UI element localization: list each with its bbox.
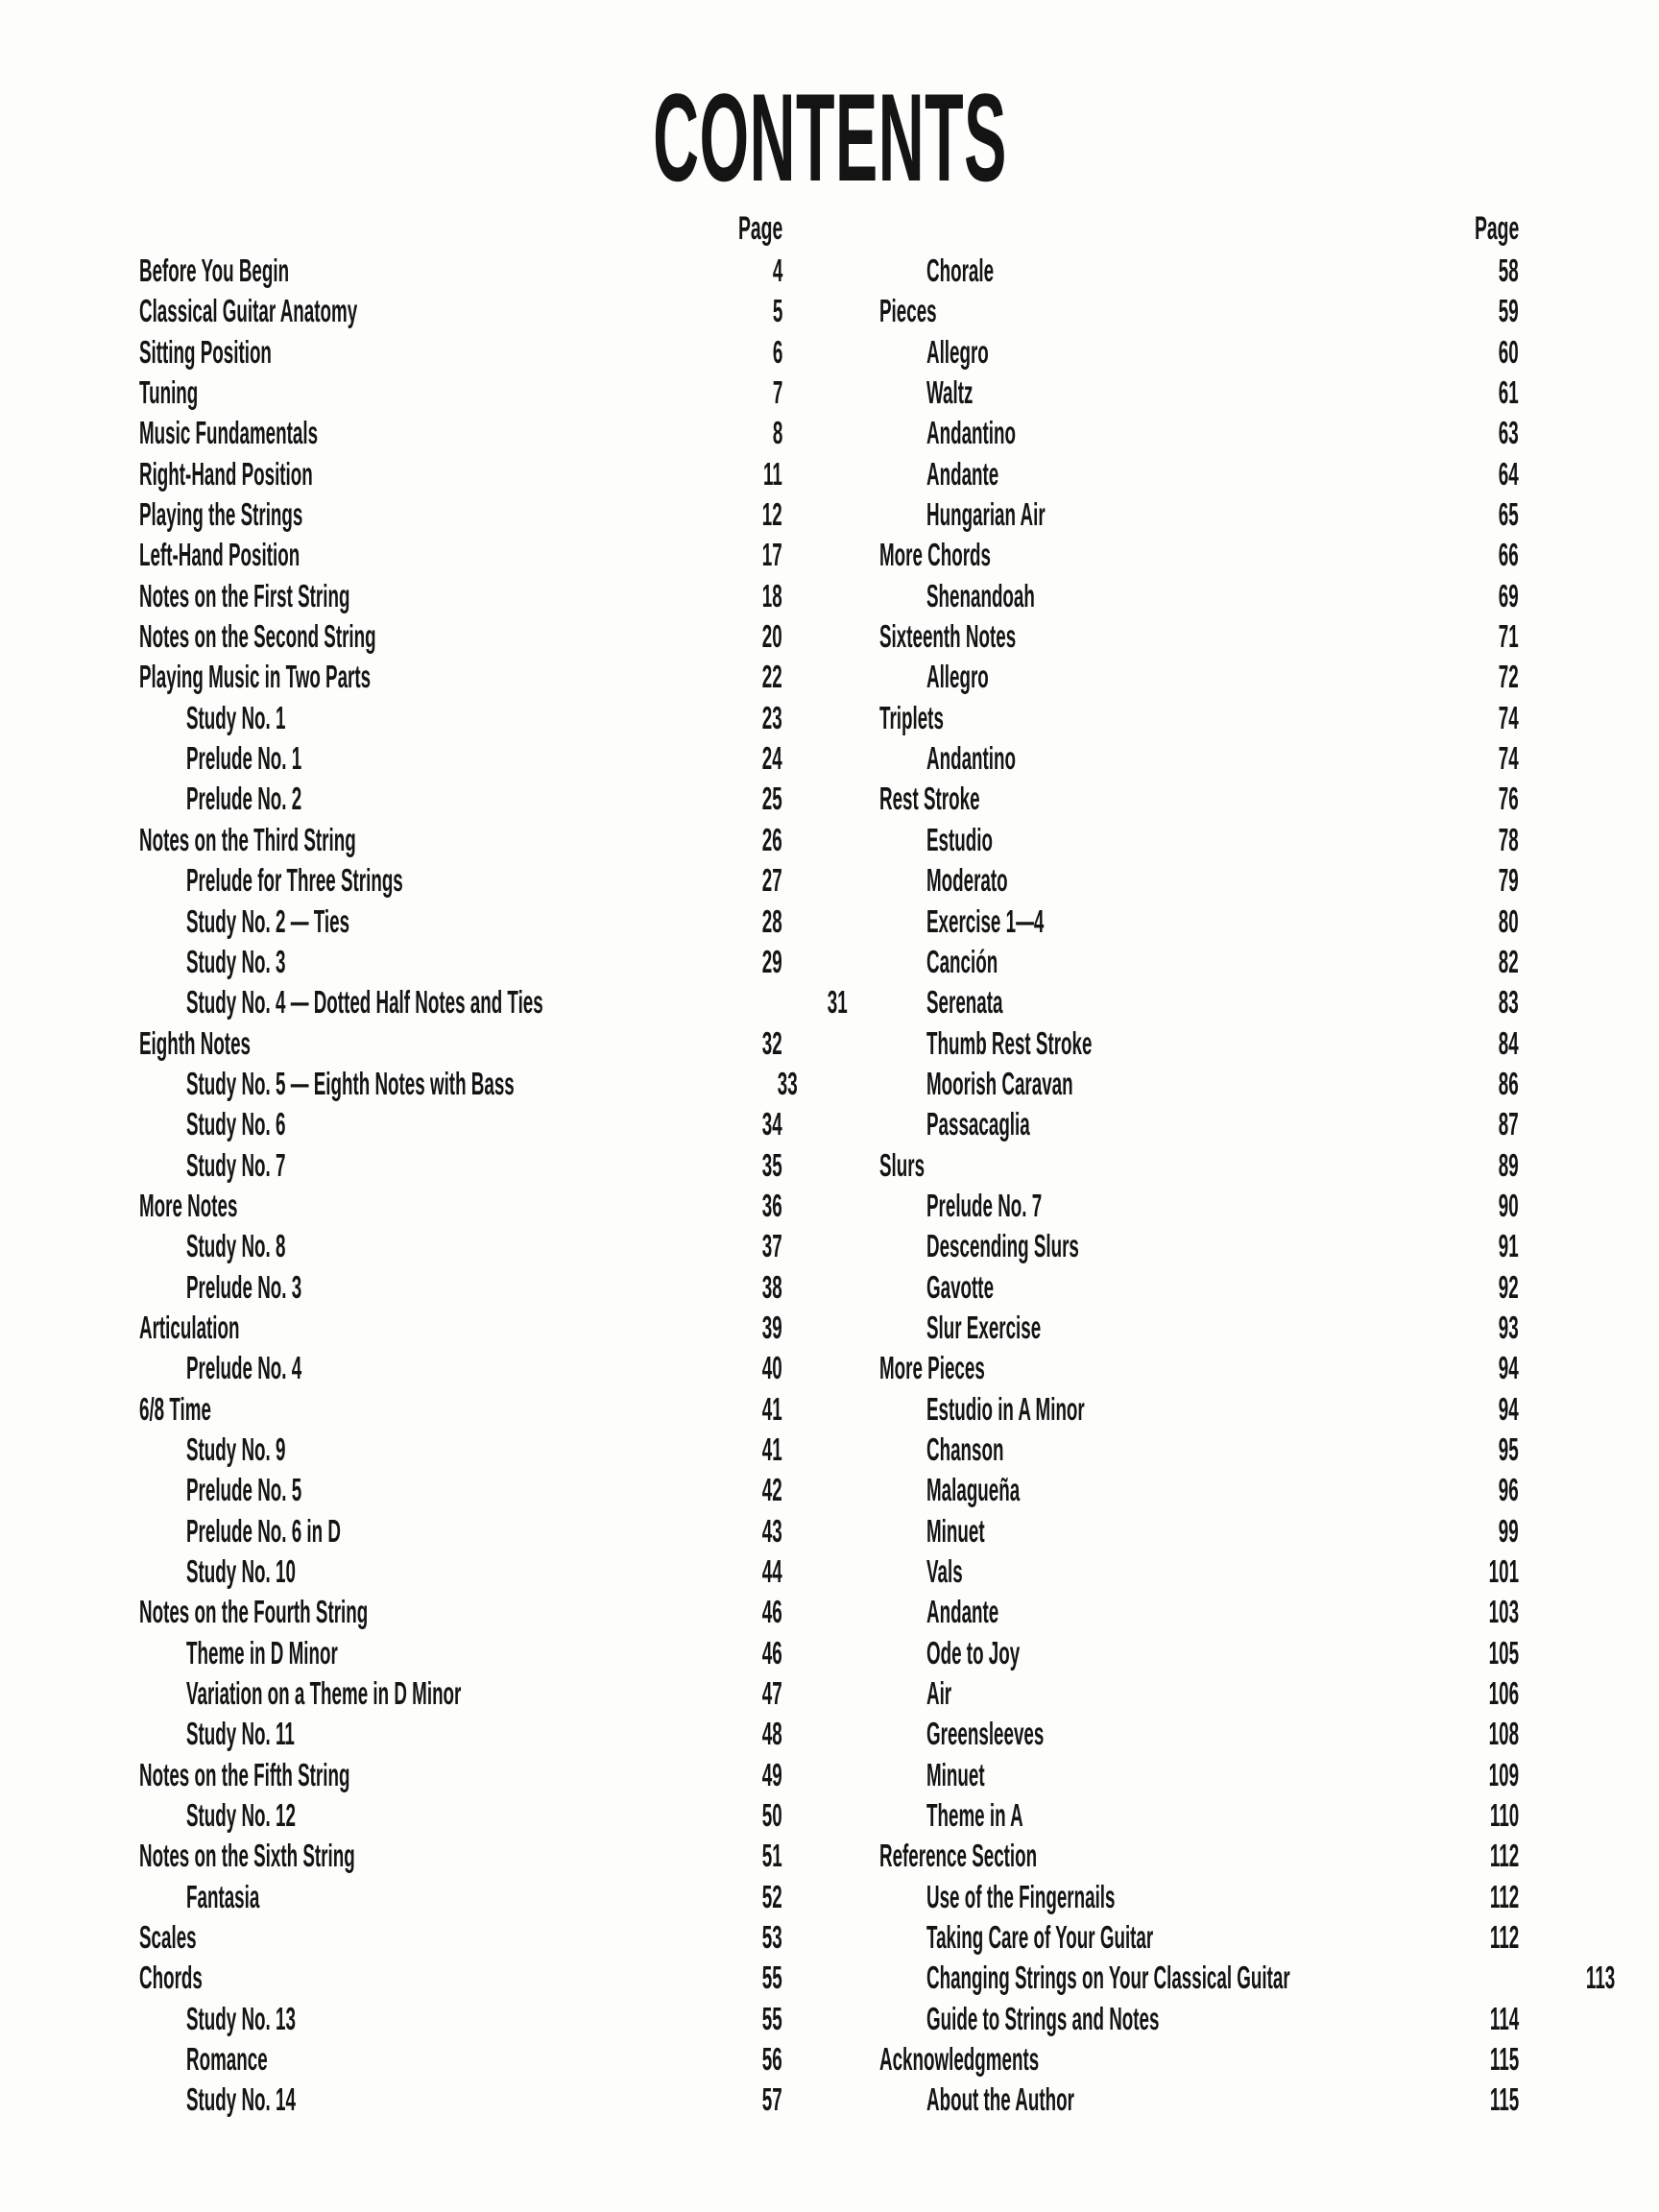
toc-row (879, 1023, 1519, 1064)
toc-entry-page: 23 (762, 699, 782, 735)
toc-entry-label: Study No. 6 (186, 1106, 286, 1142)
toc-entry-label: Prelude No. 4 (186, 1350, 302, 1386)
toc-entry-page: 94 (1499, 1390, 1519, 1427)
toc-entry-label: Study No. 3 (186, 943, 286, 979)
toc-row (139, 860, 782, 901)
toc-entry-page: 96 (1499, 1472, 1519, 1508)
toc-entry-page: 17 (762, 537, 782, 573)
toc-entry-label: Study No. 2 — Ties (186, 902, 350, 939)
toc-row (139, 657, 782, 697)
toc-entry-label: Shenandoah (926, 577, 1035, 613)
toc-entry-label: Study No. 1 (186, 699, 286, 735)
toc-row (879, 1795, 1519, 1836)
toc-entry-label: Moorish Caravan (926, 1065, 1073, 1101)
toc-row (139, 291, 782, 331)
toc-entry-page: 38 (762, 1268, 782, 1305)
toc-entry-page: 31 (827, 984, 848, 1021)
toc-entry-label: Acknowledgments (879, 2041, 1040, 2078)
page-column-header-left: Page (737, 210, 782, 247)
toc-row (139, 902, 782, 942)
toc-entry-label: Slurs (879, 1146, 926, 1183)
toc-row (139, 413, 782, 453)
toc-entry-page: 103 (1488, 1594, 1519, 1630)
toc-entry-page: 29 (762, 943, 782, 979)
toc-entry-page: 28 (762, 902, 782, 939)
toc-entry-page: 24 (762, 740, 782, 777)
toc-row (879, 779, 1519, 819)
toc-entry-page: 79 (1499, 862, 1519, 899)
toc-entry-label: Minuet (926, 1756, 985, 1792)
toc-entry-page: 78 (1499, 821, 1519, 857)
toc-entry-page: 83 (1499, 984, 1519, 1021)
toc-entry-label: Greensleeves (926, 1716, 1045, 1752)
toc-row (879, 982, 1519, 1022)
toc-entry-page: 105 (1488, 1634, 1519, 1671)
toc-entry-page: 112 (1489, 1878, 1519, 1914)
toc-entry-page: 47 (762, 1675, 782, 1712)
toc-entry-label: Serenata (926, 984, 1003, 1021)
toc-entry-label: Study No. 13 (186, 2000, 296, 2036)
toc-entry-page: 11 (763, 455, 782, 492)
toc-entry-label: 6/8 Time (139, 1390, 211, 1427)
toc-entry-page: 64 (1499, 455, 1519, 492)
toc-entry-label: About the Author (926, 2081, 1074, 2118)
toc-row (879, 576, 1519, 616)
toc-entry-page: 90 (1499, 1187, 1519, 1223)
toc-entry-label: Romance (186, 2041, 268, 2078)
toc-entry-page: 91 (1499, 1228, 1519, 1264)
toc-entry-label: Andantino (926, 415, 1016, 451)
toc-entry-page: 55 (762, 2000, 782, 2036)
toc-entry-page: 109 (1488, 1756, 1519, 1792)
toc-entry-page: 40 (762, 1350, 782, 1386)
toc-entry-page: 82 (1499, 943, 1519, 979)
toc-entry-page: 46 (762, 1634, 782, 1671)
toc-entry-label: Minuet (926, 1512, 985, 1549)
toc-entry-label: Notes on the Second String (139, 618, 376, 655)
toc-entry-label: Notes on the Fifth String (139, 1756, 350, 1792)
toc-entry-page: 36 (762, 1187, 782, 1223)
toc-entry-label: Rest Stroke (879, 781, 980, 817)
toc-entry-label: Theme in D Minor (186, 1634, 338, 1671)
toc-entry-page: 112 (1489, 1838, 1519, 1874)
toc-entry-page: 69 (1499, 577, 1519, 613)
toc-row (139, 1551, 782, 1592)
toc-entry-label: Waltz (926, 374, 974, 411)
toc-row (879, 698, 1519, 738)
toc-row (139, 1633, 782, 1673)
toc-entry-page: 71 (1499, 618, 1519, 655)
toc-row (139, 2080, 782, 2120)
toc-row (879, 1633, 1519, 1673)
toc-entry-label: Allegro (926, 333, 989, 370)
toc-entry-label: Fantasia (186, 1878, 260, 1914)
toc-row (139, 2039, 782, 2080)
toc-entry-label: Notes on the Third String (139, 821, 356, 857)
toc-column-right (879, 251, 1616, 2121)
toc-row (139, 1104, 782, 1144)
toc-entry-label: Ode to Joy (926, 1634, 1021, 1671)
toc-row (139, 535, 782, 575)
toc-entry-label: Chanson (926, 1431, 1004, 1467)
toc-row (879, 494, 1519, 535)
toc-row (139, 1470, 782, 1510)
toc-entry-label: Prelude No. 2 (186, 781, 302, 817)
toc-entry-page: 55 (762, 1960, 782, 1996)
toc-row (139, 698, 782, 738)
toc-row (139, 1511, 782, 1551)
toc-row (879, 1470, 1519, 1510)
toc-row (139, 1795, 782, 1836)
toc-entry-page: 20 (762, 618, 782, 655)
toc-entry-page: 74 (1499, 740, 1519, 777)
toc-entry-label: Estudio in A Minor (926, 1390, 1085, 1427)
toc-row (139, 1430, 782, 1470)
toc-entry-label: Thumb Rest Stroke (926, 1024, 1093, 1061)
toc-entry-label: Playing the Strings (139, 496, 303, 533)
toc-entry-page: 33 (777, 1065, 798, 1101)
toc-row (879, 1511, 1519, 1551)
toc-entry-label: Study No. 12 (186, 1797, 296, 1834)
toc-entry-page: 108 (1488, 1716, 1519, 1752)
toc-entry-page: 76 (1499, 781, 1519, 817)
toc-entry-page: 22 (762, 659, 782, 695)
toc-entry-page: 58 (1499, 252, 1519, 288)
toc-entry-label: Triplets (879, 699, 944, 735)
toc-entry-page: 101 (1488, 1553, 1519, 1589)
toc-row (879, 251, 1519, 291)
toc-row (879, 860, 1519, 901)
toc-row (879, 454, 1519, 494)
toc-entry-label: Study No. 5 — Eighth Notes with Bass (186, 1065, 515, 1101)
toc-row (879, 2080, 1519, 2120)
toc-entry-page: 89 (1499, 1146, 1519, 1183)
toc-entry-page: 72 (1499, 659, 1519, 695)
toc-entry-page: 41 (762, 1431, 782, 1467)
toc-row (879, 1958, 1616, 1998)
toc-entry-page: 53 (762, 1919, 782, 1956)
toc-row (139, 1917, 782, 1958)
toc-entry-label: Variation on a Theme in D Minor (186, 1675, 462, 1712)
toc-row (879, 2039, 1519, 2080)
toc-entry-page: 63 (1499, 415, 1519, 451)
toc-entry-page: 115 (1489, 2041, 1519, 2078)
toc-entry-label: Chorale (926, 252, 995, 288)
toc-row (879, 616, 1519, 657)
toc-entry-label: Hungarian Air (926, 496, 1046, 533)
toc-entry-page: 74 (1499, 699, 1519, 735)
toc-entry-label: Left-Hand Position (139, 537, 301, 573)
toc-entry-label: Sitting Position (139, 333, 272, 370)
toc-row (879, 413, 1519, 453)
toc-entry-page: 26 (762, 821, 782, 857)
toc-entry-label: Right-Hand Position (139, 455, 313, 492)
toc-entry-label: Theme in A (926, 1797, 1023, 1834)
toc-entry-label: Descending Slurs (926, 1228, 1079, 1264)
toc-entry-page: 44 (762, 1553, 782, 1589)
toc-row (139, 1064, 798, 1104)
toc-row (879, 1267, 1519, 1308)
toc-entry-label: Exercise 1—4 (926, 902, 1045, 939)
toc-entry-page: 27 (762, 862, 782, 899)
toc-entry-page: 61 (1499, 374, 1519, 411)
toc-row (139, 494, 782, 535)
toc-row (879, 902, 1519, 942)
toc-entry-page: 84 (1499, 1024, 1519, 1061)
toc-entry-label: Prelude No. 6 in D (186, 1512, 341, 1549)
toc-row (139, 1226, 782, 1266)
toc-row (139, 251, 782, 291)
toc-row (879, 1186, 1519, 1226)
toc-row (879, 1877, 1519, 1917)
toc-entry-page: 99 (1499, 1512, 1519, 1549)
toc-row (879, 1389, 1519, 1430)
toc-row (879, 942, 1519, 982)
toc-entry-label: Articulation (139, 1309, 240, 1345)
toc-entry-page: 48 (762, 1716, 782, 1752)
toc-entry-page: 43 (762, 1512, 782, 1549)
toc-row (139, 1145, 782, 1186)
toc-row (879, 291, 1519, 331)
toc-entry-label: Study No. 10 (186, 1553, 296, 1589)
toc-entry-label: Pieces (879, 293, 937, 329)
toc-row (879, 1308, 1519, 1348)
toc-entry-label: Slur Exercise (926, 1309, 1042, 1345)
toc-row (879, 1145, 1519, 1186)
toc-entry-page: 95 (1499, 1431, 1519, 1467)
page-column-header-right: Page (1474, 210, 1519, 247)
toc-row (139, 1999, 782, 2039)
toc-entry-page: 5 (772, 293, 782, 329)
toc-entry-label: Scales (139, 1919, 197, 1956)
toc-entry-label: Study No. 4 — Dotted Half Notes and Ties (186, 984, 543, 1021)
toc-row (879, 1348, 1519, 1388)
toc-entry-label: Classical Guitar Anatomy (139, 293, 358, 329)
toc-entry-label: Study No. 8 (186, 1228, 286, 1264)
toc-row (139, 1958, 782, 1998)
toc-entry-page: 35 (762, 1146, 782, 1183)
toc-entry-label: More Notes (139, 1187, 238, 1223)
toc-row (879, 1430, 1519, 1470)
toc-row (139, 1308, 782, 1348)
toc-entry-page: 18 (762, 577, 782, 613)
toc-row (879, 373, 1519, 413)
toc-row (879, 1836, 1519, 1876)
toc-row (879, 657, 1519, 697)
toc-entry-page: 34 (762, 1106, 782, 1142)
toc-column-left (139, 251, 848, 2121)
toc-entry-label: Gavotte (926, 1268, 995, 1305)
toc-entry-page: 50 (762, 1797, 782, 1834)
toc-entry-label: Prelude No. 7 (926, 1187, 1043, 1223)
toc-entry-label: Prelude for Three Strings (186, 862, 403, 899)
toc-entry-label: Changing Strings on Your Classical Guitar (926, 1960, 1290, 1996)
toc-entry-label: Guide to Strings and Notes (926, 2000, 1160, 2036)
toc-row (139, 1877, 782, 1917)
toc-entry-page: 46 (762, 1594, 782, 1630)
toc-row (879, 1064, 1519, 1104)
toc-row (139, 616, 782, 657)
toc-entry-label: Notes on the First String (139, 577, 350, 613)
toc-entry-page: 66 (1499, 537, 1519, 573)
toc-row (879, 1714, 1519, 1754)
toc-entry-label: Study No. 11 (186, 1716, 295, 1752)
toc-row (879, 1592, 1519, 1632)
toc-entry-label: Notes on the Fourth String (139, 1594, 369, 1630)
toc-entry-label: Prelude No. 3 (186, 1268, 302, 1305)
toc-entry-page: 114 (1489, 2000, 1519, 2036)
toc-entry-page: 25 (762, 781, 782, 817)
toc-entry-label: Sixteenth Notes (879, 618, 1017, 655)
toc-row (139, 779, 782, 819)
toc-entry-page: 94 (1499, 1350, 1519, 1386)
toc-entry-page: 52 (762, 1878, 782, 1914)
toc-entry-page: 113 (1586, 1960, 1616, 1996)
toc-entry-label: Use of the Fingernails (926, 1878, 1116, 1914)
toc-entry-page: 49 (762, 1756, 782, 1792)
toc-row (879, 820, 1519, 860)
toc-row (139, 1592, 782, 1632)
toc-row (139, 1714, 782, 1754)
page-title-text: CONTENTS (652, 67, 1007, 207)
toc-row (139, 942, 782, 982)
toc-entry-page: 87 (1499, 1106, 1519, 1142)
toc-entry-page: 37 (762, 1228, 782, 1264)
toc-row (139, 1348, 782, 1388)
toc-entry-page: 51 (762, 1838, 782, 1874)
toc-row (139, 1836, 782, 1876)
toc-entry-label: Study No. 9 (186, 1431, 286, 1467)
toc-row (139, 1755, 782, 1795)
toc-entry-page: 92 (1499, 1268, 1519, 1305)
toc-entry-label: More Pieces (879, 1350, 985, 1386)
toc-entry-page: 59 (1499, 293, 1519, 329)
toc-row (879, 1104, 1519, 1144)
toc-entry-label: Andante (926, 455, 999, 492)
toc-entry-label: Notes on the Sixth String (139, 1838, 355, 1874)
toc-entry-page: 42 (762, 1472, 782, 1508)
toc-entry-label: Canción (926, 943, 998, 979)
toc-row (139, 454, 782, 494)
toc-entry-page: 80 (1499, 902, 1519, 939)
toc-row (879, 535, 1519, 575)
toc-entry-label: Moderato (926, 862, 1008, 899)
toc-row (879, 738, 1519, 779)
toc-row (139, 982, 848, 1022)
toc-row (879, 1551, 1519, 1592)
toc-row (139, 1389, 782, 1430)
toc-row (139, 332, 782, 373)
toc-entry-label: Air (926, 1675, 952, 1712)
toc-row (879, 332, 1519, 373)
toc-row (879, 1673, 1519, 1714)
toc-entry-label: Chords (139, 1960, 203, 1996)
toc-entry-page: 41 (762, 1390, 782, 1427)
toc-entry-label: Tuning (139, 374, 199, 411)
toc-entry-page: 57 (762, 2081, 782, 2118)
toc-entry-label: Taking Care of Your Guitar (926, 1919, 1154, 1956)
toc-row (139, 1186, 782, 1226)
toc-entry-page: 106 (1488, 1675, 1519, 1712)
toc-row (879, 1226, 1519, 1266)
toc-entry-label: Study No. 14 (186, 2081, 296, 2118)
toc-entry-label: More Chords (879, 537, 992, 573)
toc-row (139, 738, 782, 779)
toc-entry-page: 32 (762, 1024, 782, 1061)
toc-entry-page: 60 (1499, 333, 1519, 370)
toc-row (139, 820, 782, 860)
toc-entry-label: Prelude No. 1 (186, 740, 302, 777)
toc-entry-page: 12 (762, 496, 782, 533)
toc-entry-label: Malagueña (926, 1472, 1021, 1508)
toc-entry-label: Andantino (926, 740, 1016, 777)
toc-entry-page: 4 (772, 252, 782, 288)
toc-row (139, 1267, 782, 1308)
toc-row (139, 1673, 782, 1714)
toc-entry-label: Before You Begin (139, 252, 290, 288)
toc-entry-label: Eighth Notes (139, 1024, 251, 1061)
toc-row (879, 1917, 1519, 1958)
toc-entry-page: 39 (762, 1309, 782, 1345)
page-title (0, 67, 1659, 207)
toc-entry-page: 7 (772, 374, 782, 411)
toc-entry-label: Study No. 7 (186, 1146, 286, 1183)
toc-entry-label: Estudio (926, 821, 993, 857)
toc-entry-label: Allegro (926, 659, 989, 695)
toc-entry-label: Passacaglia (926, 1106, 1030, 1142)
toc-entry-page: 93 (1499, 1309, 1519, 1345)
toc-entry-page: 112 (1489, 1919, 1519, 1956)
toc-entry-page: 65 (1499, 496, 1519, 533)
toc-entry-label: Playing Music in Two Parts (139, 659, 372, 695)
toc-entry-page: 6 (772, 333, 782, 370)
toc-entry-label: Music Fundamentals (139, 415, 319, 451)
toc-entry-label: Andante (926, 1594, 999, 1630)
toc-row (879, 1755, 1519, 1795)
toc-row (139, 576, 782, 616)
toc-row (139, 1023, 782, 1064)
toc-entry-label: Vals (926, 1553, 963, 1589)
toc-entry-page: 115 (1489, 2081, 1519, 2118)
toc-entry-page: 86 (1499, 1065, 1519, 1101)
toc-row (879, 1999, 1519, 2039)
toc-entry-label: Prelude No. 5 (186, 1472, 302, 1508)
toc-entry-page: 56 (762, 2041, 782, 2078)
toc-entry-page: 8 (772, 415, 782, 451)
toc-entry-label: Reference Section (879, 1838, 1038, 1874)
toc-row (139, 373, 782, 413)
toc-entry-page: 110 (1489, 1797, 1519, 1834)
